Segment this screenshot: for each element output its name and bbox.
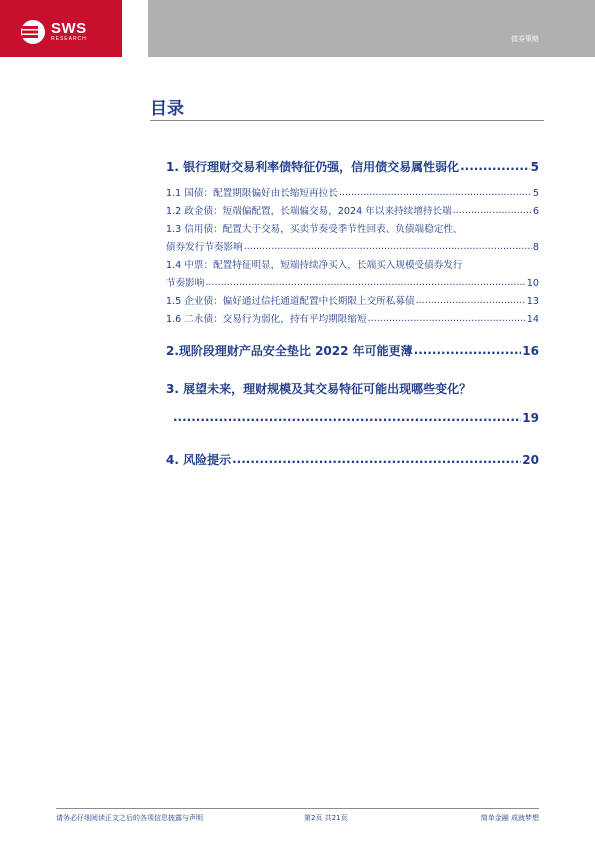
logo-wordmark: SWS: [51, 20, 87, 37]
toc-divider: [150, 120, 544, 121]
toc-entry-2[interactable]: [166, 342, 539, 359]
toc-entry-page: 5: [530, 160, 539, 174]
header-gray-band: [148, 0, 595, 57]
header-gap: [122, 0, 148, 57]
toc-entry-1-3-line1[interactable]: 1.3 信用债：配置大于交易，买卖节奏受季节性回表、负债端稳定性、: [166, 224, 463, 235]
toc-entry-1-2[interactable]: [166, 203, 539, 217]
toc-entry-label: 1.6 二永债：交易行为弱化，持有平均期限缩短: [166, 314, 367, 325]
toc-leader-dots: [416, 295, 526, 306]
toc-entry-1-3[interactable]: [166, 239, 539, 253]
toc-entry-page: 14: [526, 314, 539, 325]
toc-leader-dots: [205, 277, 525, 288]
toc-entry-4[interactable]: [166, 451, 539, 468]
toc-leader-dots: [339, 187, 532, 198]
toc-leader-dots: [414, 343, 522, 357]
toc-leader-dots: [173, 410, 521, 424]
toc-entry-label: 4. 风险提示: [166, 453, 232, 467]
toc-entry-1-1[interactable]: [166, 185, 539, 199]
toc-entry-1-4-line1[interactable]: 1.4 中票：配置特征明显，短端持续净买入，长端买入规模受债券发行: [166, 260, 463, 271]
toc-leader-dots: [244, 241, 532, 252]
toc-entry-label: 1.5 企业债：偏好通过信托通道配置中长期限上交所私募债: [166, 296, 415, 307]
toc-entry-1-4[interactable]: [166, 275, 539, 289]
toc-entry-page: 5: [532, 188, 539, 199]
toc-leader-dots: [453, 205, 532, 216]
toc-entry-1[interactable]: [166, 158, 539, 175]
toc-entry-page: 10: [526, 278, 539, 289]
sws-logo-icon: [20, 19, 46, 45]
toc-entry-label: 1.1 国债：配置期限偏好由长缩短再拉长: [166, 188, 338, 199]
toc-entry-page: 13: [526, 296, 539, 307]
footer-divider: [56, 808, 539, 809]
toc-entry-label: 2.现阶段理财产品安全垫比 2022 年可能更薄: [166, 344, 413, 358]
footer-page-info: 第2页 共21页: [304, 814, 348, 822]
sws-logo: [20, 19, 87, 45]
toc-entry-3-line1[interactable]: 3. 展望未来，理财规模及其交易特征可能出现哪些变化？: [166, 382, 472, 396]
toc-entry-page: 6: [532, 206, 539, 217]
toc-entry-label: 节奏影响: [166, 278, 205, 289]
toc-entry-page: 20: [522, 453, 539, 467]
toc-entry-1-5[interactable]: [166, 293, 539, 307]
toc-entry-label: 债券发行节奏影响: [166, 242, 243, 253]
toc-entry-3[interactable]: [172, 411, 539, 425]
toc-leader-dots: [232, 452, 521, 466]
toc-title: 目录: [150, 99, 184, 119]
toc-entry-label: 1. 银行理财交易利率债特征仍强，信用债交易属性弱化: [166, 160, 460, 174]
toc-leader-dots: [368, 313, 526, 324]
toc-entry-page: 19: [522, 411, 539, 425]
toc-entry-page: 8: [532, 242, 539, 253]
toc-entry-label: 1.2 政金债：短端偏配置，长端偏交易，2024 年以来持续增持长端: [166, 206, 452, 217]
toc-entry-1-6[interactable]: [166, 311, 539, 325]
logo-subtitle: RESEARCH: [51, 36, 87, 42]
footer-disclaimer: 请务必仔细阅读正文之后的各项信息披露与声明: [56, 814, 203, 822]
footer-slogan: 简单金融 成就梦想: [480, 814, 539, 822]
toc-entry-page: 16: [522, 344, 539, 358]
toc-leader-dots: [460, 159, 530, 173]
report-category: 债券策略: [511, 35, 539, 43]
